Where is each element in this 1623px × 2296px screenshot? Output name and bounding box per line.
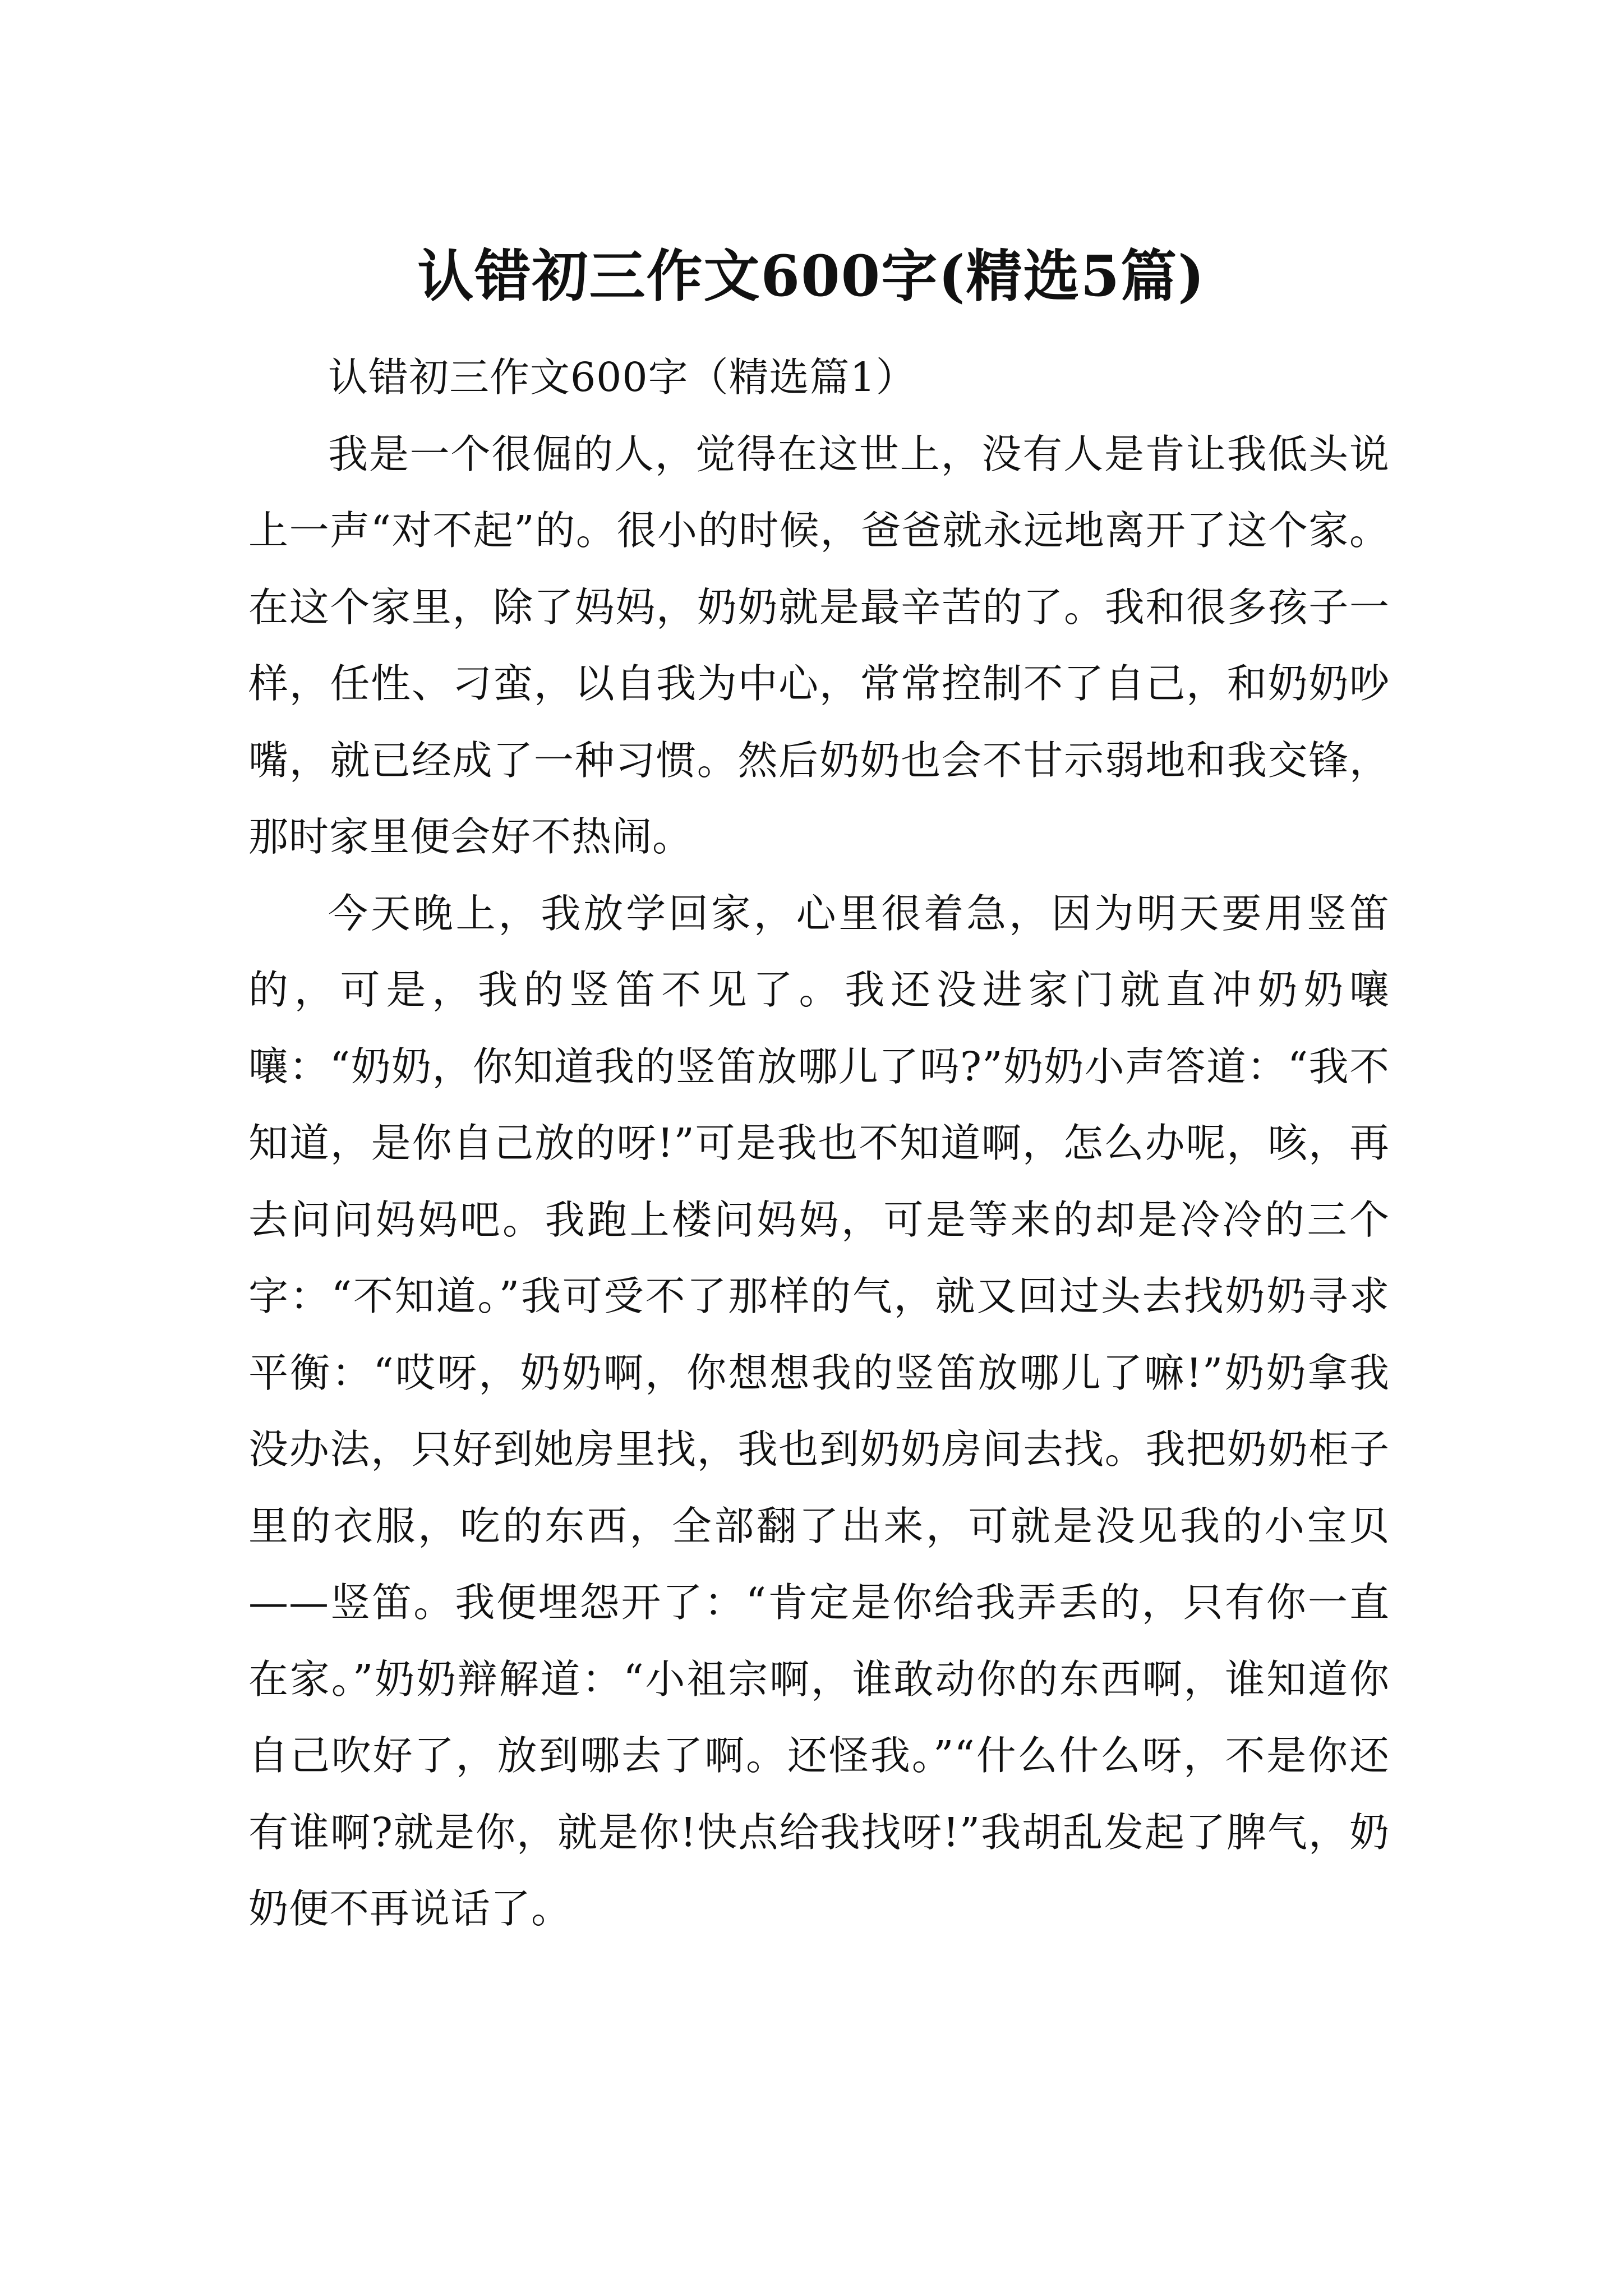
document-body <box>248 339 1390 1948</box>
subheading: 认错初三作文600字（精选篇1） <box>328 354 916 401</box>
paragraph-2: 今天晚上，我放学回家，心里很着急，因为明天要用竖笛的，可是，我的竖笛不见了。我还没进家门就直冲奶奶嚷嚷：“奶奶，你知道我的竖笛放哪儿了吗?”奶奶小声答道：“我不知道，是你自己放的呀!”可是我也不知道啊，怎么办呢，咳，再去问问妈妈吧。我跑上楼问妈妈，可是等来的却是冷冷的三个字：“不知道。”我可受不了那样的气，就又回过头去找奶奶寻求平衡：“哎呀，奶奶啊，你想想我的竖笛放哪儿了嘛!”奶奶拿我没办法，只好到她房里找，我也到奶奶房间去找。我把奶奶柜子里的衣服，吃的东西，全部翻了出来，可就是没见我的小宝贝——竖笛。我便埋怨开了：“肯定是你给我弄丢的，只有你一直在家。”奶奶辩解道：“小祖宗啊，谁敢动你的东西啊，谁知道你自己吹好了，放到哪去了啊。还怪我。”“什么什么呀，不是你还有谁啊?就是你，就是你!快点给我找呀!”我胡乱发起了脾气，奶奶便不再说话了。 <box>248 890 1390 1932</box>
paragraph-1: 我是一个很倔的人，觉得在这世上，没有人是肯让我低头说上一声“对不起”的。很小的时候，爸爸就永远地离开了这个家。在这个家里，除了妈妈，奶奶就是最辛苦的了。我和很多孩子一样，任性、刁蛮，以自我为中心，常常控制不了自己，和奶奶吵嘴，就已经成了一种习惯。然后奶奶也会不甘示弱地和我交锋，那时家里便会好不热闹。 <box>248 430 1390 860</box>
document-title: 认错初三作文600字(精选5篇) <box>417 243 1206 309</box>
